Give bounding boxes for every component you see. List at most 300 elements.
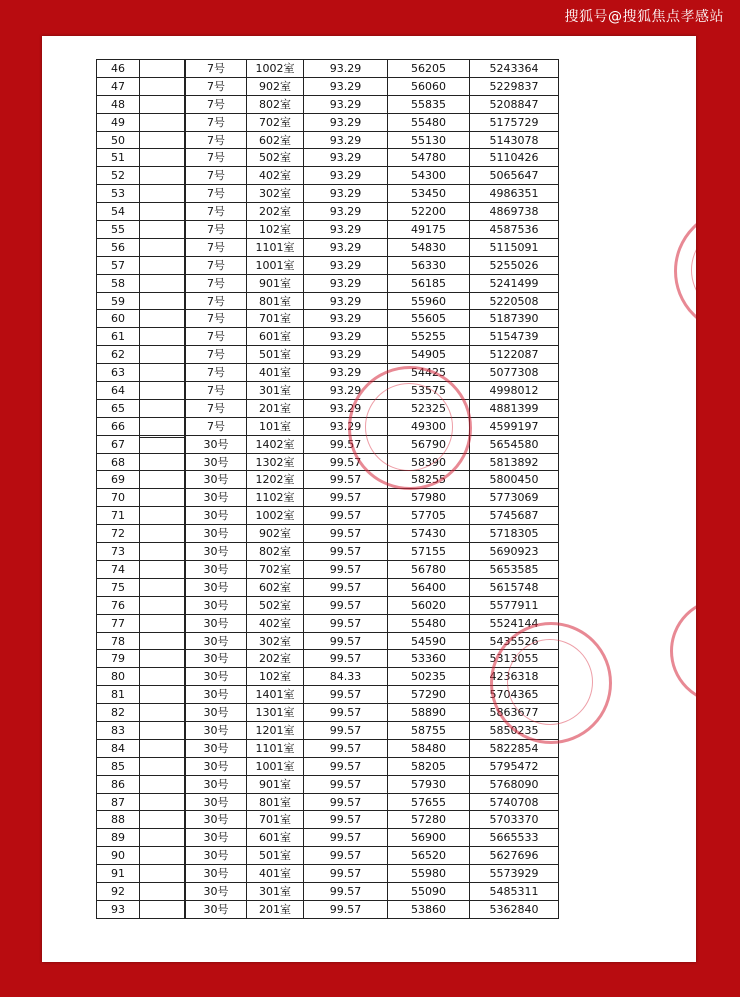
- building-cell: 7号: [186, 400, 247, 417]
- room-cell: 502室: [247, 597, 304, 614]
- building-cell: 30号: [186, 740, 247, 757]
- unit-price-cell: 54905: [388, 346, 470, 363]
- table-row: [186, 310, 558, 328]
- total-price-cell: 5822854: [489, 741, 539, 755]
- area-cell: 93.29: [304, 185, 388, 202]
- sequence-number-cell: 49: [97, 114, 140, 131]
- building-cell: 7号: [186, 364, 247, 381]
- unit-price-cell: 49175: [388, 221, 470, 238]
- total-price-cell: 5773069: [489, 491, 539, 505]
- building-cell: 30号: [186, 597, 247, 614]
- table-row: [186, 901, 558, 919]
- building-cell: 30号: [186, 471, 247, 488]
- total-price-cell: 5187390: [489, 312, 539, 326]
- seal-stamp-center: [348, 366, 472, 490]
- room-cell: 1001室: [247, 758, 304, 775]
- sequence-row: [97, 149, 184, 167]
- sequence-number-cell: 73: [97, 543, 140, 560]
- room-cell: 201室: [247, 901, 304, 918]
- unit-price-cell: 58755: [388, 722, 470, 739]
- table-row: [186, 328, 558, 346]
- blank-cell: [140, 275, 184, 292]
- sequence-number-cell: 86: [97, 776, 140, 793]
- table-row: [186, 346, 558, 364]
- building-cell: 7号: [186, 257, 247, 274]
- building-cell: 7号: [186, 203, 247, 220]
- sequence-row: [97, 167, 184, 185]
- blank-cell: [140, 185, 184, 202]
- unit-price-cell: 52200: [388, 203, 470, 220]
- total-price-cell: 5745687: [489, 509, 539, 523]
- building-cell: 30号: [186, 633, 247, 650]
- blank-cell: [140, 471, 184, 488]
- area-cell: 99.57: [304, 847, 388, 864]
- blank-cell: [140, 507, 184, 524]
- building-cell: 30号: [186, 865, 247, 882]
- total-price-cell: 5175729: [489, 115, 539, 129]
- sequence-number-cell: 81: [97, 686, 140, 703]
- total-price-cell: 5718305: [489, 527, 539, 541]
- room-cell: 902室: [247, 525, 304, 542]
- unit-price-cell: 58390: [388, 454, 470, 471]
- table-row: [186, 60, 558, 78]
- total-price-cell: 5122087: [489, 348, 539, 362]
- area-cell: 99.57: [304, 704, 388, 721]
- total-price-cell: 5313055: [489, 652, 539, 666]
- sequence-number-cell: 58: [97, 275, 140, 292]
- blank-cell: [140, 758, 184, 775]
- total-price-cell: 4236318: [489, 670, 539, 684]
- blank-cell: [140, 114, 184, 131]
- total-price-cell: 5241499: [489, 276, 539, 290]
- area-cell: 99.57: [304, 883, 388, 900]
- unit-price-cell: 57980: [388, 489, 470, 506]
- sequence-number-cell: 64: [97, 382, 140, 399]
- unit-price-cell: 55090: [388, 883, 470, 900]
- table-row: [186, 883, 558, 901]
- area-cell: 99.57: [304, 597, 388, 614]
- area-cell: 99.57: [304, 901, 388, 918]
- sequence-number-cell: 71: [97, 507, 140, 524]
- area-cell: 99.57: [304, 436, 388, 453]
- sequence-row: [97, 883, 184, 901]
- blank-cell: [140, 418, 184, 435]
- room-cell: 1402室: [247, 436, 304, 453]
- area-cell: 99.57: [304, 615, 388, 632]
- area-cell: 93.29: [304, 78, 388, 95]
- sequence-row: [97, 293, 184, 311]
- building-cell: 7号: [186, 239, 247, 256]
- blank-cell: [140, 149, 184, 166]
- building-cell: 30号: [186, 776, 247, 793]
- building-cell: 30号: [186, 758, 247, 775]
- sequence-number-cell: 92: [97, 883, 140, 900]
- sequence-number-cell: 56: [97, 239, 140, 256]
- building-cell: 7号: [186, 132, 247, 149]
- room-cell: 1401室: [247, 686, 304, 703]
- building-cell: 30号: [186, 615, 247, 632]
- blank-cell: [140, 167, 184, 184]
- sequence-number-cell: 76: [97, 597, 140, 614]
- table-row: [186, 221, 558, 239]
- sequence-row: [97, 346, 184, 364]
- sequence-number-cell: 80: [97, 668, 140, 685]
- sequence-number-cell: 89: [97, 829, 140, 846]
- sequence-row: [97, 633, 184, 651]
- total-price-cell: 5485311: [489, 884, 539, 898]
- sequence-row: [97, 615, 184, 633]
- blank-cell: [140, 454, 184, 471]
- unit-price-cell: 58480: [388, 740, 470, 757]
- total-price-cell: 5653585: [489, 562, 539, 576]
- area-cell: 99.57: [304, 489, 388, 506]
- sequence-row: [97, 847, 184, 865]
- room-cell: 801室: [247, 293, 304, 310]
- total-price-cell: 5850235: [489, 723, 539, 737]
- building-cell: 30号: [186, 525, 247, 542]
- sequence-row: [97, 561, 184, 579]
- room-cell: 901室: [247, 275, 304, 292]
- area-cell: 99.57: [304, 758, 388, 775]
- blank-cell: [140, 489, 184, 506]
- room-cell: 102室: [247, 668, 304, 685]
- unit-price-cell: 57705: [388, 507, 470, 524]
- table-row: [186, 185, 558, 203]
- sequence-row: [97, 114, 184, 132]
- room-cell: 501室: [247, 847, 304, 864]
- blank-cell: [140, 901, 184, 918]
- area-cell: 93.29: [304, 275, 388, 292]
- blank-cell: [140, 400, 184, 417]
- total-price-cell: 5220508: [489, 294, 539, 308]
- sequence-number-cell: 61: [97, 328, 140, 345]
- blank-cell: [140, 650, 184, 667]
- area-cell: 99.57: [304, 776, 388, 793]
- unit-price-cell: 56400: [388, 579, 470, 596]
- building-cell: 30号: [186, 668, 247, 685]
- unit-price-cell: 53360: [388, 650, 470, 667]
- table-row: [186, 275, 558, 293]
- area-cell: 93.29: [304, 167, 388, 184]
- table-row: [186, 794, 558, 812]
- table-row: [186, 829, 558, 847]
- blank-cell: [140, 78, 184, 95]
- room-cell: 901室: [247, 776, 304, 793]
- sequence-row: [97, 543, 184, 561]
- blank-cell: [140, 883, 184, 900]
- table-row: [186, 293, 558, 311]
- room-cell: 1002室: [247, 507, 304, 524]
- sequence-row: [97, 597, 184, 615]
- unit-price-cell: 58205: [388, 758, 470, 775]
- area-cell: 99.57: [304, 579, 388, 596]
- table-row: [186, 758, 558, 776]
- sequence-number-cell: 52: [97, 167, 140, 184]
- blank-cell: [140, 865, 184, 882]
- building-cell: 30号: [186, 847, 247, 864]
- area-cell: 93.29: [304, 257, 388, 274]
- area-cell: 93.29: [304, 221, 388, 238]
- unit-price-cell: 54590: [388, 633, 470, 650]
- total-price-cell: 4998012: [489, 384, 539, 398]
- room-cell: 1101室: [247, 740, 304, 757]
- seal-stamp-right-mid: [490, 622, 612, 744]
- sequence-number-cell: 93: [97, 901, 140, 918]
- unit-price-cell: 55130: [388, 132, 470, 149]
- unit-price-cell: 58890: [388, 704, 470, 721]
- building-cell: 7号: [186, 96, 247, 113]
- unit-price-cell: 58255: [388, 471, 470, 488]
- total-price-cell: 5627696: [489, 849, 539, 863]
- total-price-cell: 5154739: [489, 330, 539, 344]
- unit-price-cell: 53860: [388, 901, 470, 918]
- blank-cell: [140, 132, 184, 149]
- table-row: [186, 615, 558, 633]
- sequence-row: [97, 811, 184, 829]
- blank-cell: [140, 794, 184, 811]
- sequence-number-cell: 57: [97, 257, 140, 274]
- total-price-cell: 5703370: [489, 813, 539, 827]
- total-price-cell: 5740708: [489, 795, 539, 809]
- room-cell: 302室: [247, 185, 304, 202]
- area-cell: 99.57: [304, 865, 388, 882]
- area-cell: 93.29: [304, 60, 388, 77]
- room-cell: 1202室: [247, 471, 304, 488]
- building-cell: 7号: [186, 78, 247, 95]
- sequence-number-cell: 78: [97, 633, 140, 650]
- total-price-cell: 5065647: [489, 169, 539, 183]
- sequence-number-cell: 77: [97, 615, 140, 632]
- room-cell: 301室: [247, 382, 304, 399]
- room-cell: 102室: [247, 221, 304, 238]
- room-cell: 202室: [247, 203, 304, 220]
- sequence-number-cell: 48: [97, 96, 140, 113]
- building-cell: 7号: [186, 60, 247, 77]
- sequence-row: [97, 776, 184, 794]
- sequence-number-cell: 60: [97, 310, 140, 327]
- area-cell: 93.29: [304, 132, 388, 149]
- building-cell: 30号: [186, 794, 247, 811]
- room-cell: 602室: [247, 132, 304, 149]
- sequence-row: [97, 794, 184, 812]
- unit-price-cell: 52325: [388, 400, 470, 417]
- table-row: [186, 96, 558, 114]
- room-cell: 402室: [247, 615, 304, 632]
- area-cell: 93.29: [304, 149, 388, 166]
- table-row: [186, 489, 558, 507]
- sequence-row: [97, 507, 184, 525]
- table-row: [186, 811, 558, 829]
- building-cell: 30号: [186, 436, 247, 453]
- area-cell: 99.57: [304, 525, 388, 542]
- room-cell: 801室: [247, 794, 304, 811]
- blank-cell: [140, 310, 184, 327]
- room-cell: 702室: [247, 561, 304, 578]
- table-row: [186, 543, 558, 561]
- unit-price-cell: 55480: [388, 114, 470, 131]
- unit-price-cell: 55960: [388, 293, 470, 310]
- sequence-number-cell: 70: [97, 489, 140, 506]
- blank-cell: [140, 704, 184, 721]
- unit-price-cell: 56520: [388, 847, 470, 864]
- unit-price-cell: 57290: [388, 686, 470, 703]
- building-cell: 30号: [186, 454, 247, 471]
- total-price-cell: 5229837: [489, 79, 539, 93]
- blank-cell: [140, 328, 184, 345]
- sequence-number-cell: 74: [97, 561, 140, 578]
- total-price-cell: 5690923: [489, 545, 539, 559]
- total-price-cell: 4869738: [489, 205, 539, 219]
- table-row: [186, 597, 558, 615]
- area-cell: 99.57: [304, 811, 388, 828]
- price-table: [185, 59, 559, 919]
- sequence-row: [97, 829, 184, 847]
- building-cell: 7号: [186, 328, 247, 345]
- room-cell: 501室: [247, 346, 304, 363]
- room-cell: 601室: [247, 328, 304, 345]
- sequence-row: [97, 579, 184, 597]
- room-cell: 802室: [247, 543, 304, 560]
- sequence-row: [97, 704, 184, 722]
- blank-cell: [140, 364, 184, 381]
- sequence-number-cell: 75: [97, 579, 140, 596]
- unit-price-cell: 56205: [388, 60, 470, 77]
- table-row: [186, 167, 558, 185]
- room-cell: 302室: [247, 633, 304, 650]
- sequence-number-cell: 63: [97, 364, 140, 381]
- sequence-row: [97, 489, 184, 507]
- building-cell: 7号: [186, 310, 247, 327]
- area-cell: 99.57: [304, 507, 388, 524]
- blank-cell: [140, 239, 184, 256]
- total-price-cell: 5573929: [489, 867, 539, 881]
- sequence-row: [97, 668, 184, 686]
- table-row: [186, 239, 558, 257]
- sequence-row: [97, 400, 184, 418]
- area-cell: 99.57: [304, 633, 388, 650]
- area-cell: 99.57: [304, 650, 388, 667]
- unit-price-cell: 57155: [388, 543, 470, 560]
- unit-price-cell: 56900: [388, 829, 470, 846]
- blank-cell: [140, 60, 184, 77]
- table-connector-line: [140, 437, 185, 438]
- sequence-row: [97, 364, 184, 382]
- blank-cell: [140, 633, 184, 650]
- table-row: [186, 722, 558, 740]
- table-row: [186, 776, 558, 794]
- unit-price-cell: 54830: [388, 239, 470, 256]
- building-cell: 7号: [186, 346, 247, 363]
- seal-stamp-right-top: [674, 208, 696, 334]
- unit-price-cell: 56330: [388, 257, 470, 274]
- sequence-row: [97, 382, 184, 400]
- unit-price-cell: 55605: [388, 310, 470, 327]
- unit-price-cell: 53450: [388, 185, 470, 202]
- sequence-row: [97, 328, 184, 346]
- building-cell: 7号: [186, 382, 247, 399]
- sequence-row: [97, 78, 184, 96]
- area-cell: 93.29: [304, 400, 388, 417]
- blank-cell: [140, 740, 184, 757]
- sequence-row: [97, 865, 184, 883]
- table-row: [186, 507, 558, 525]
- building-cell: 30号: [186, 489, 247, 506]
- total-price-cell: 5435526: [489, 634, 539, 648]
- building-cell: 30号: [186, 883, 247, 900]
- area-cell: 84.33: [304, 668, 388, 685]
- building-cell: 30号: [186, 811, 247, 828]
- building-cell: 30号: [186, 686, 247, 703]
- sequence-row: [97, 257, 184, 275]
- area-cell: 93.29: [304, 328, 388, 345]
- blank-cell: [140, 436, 184, 453]
- blank-cell: [140, 561, 184, 578]
- table-row: [186, 740, 558, 758]
- total-price-cell: 5077308: [489, 366, 539, 380]
- sequence-row: [97, 221, 184, 239]
- total-price-cell: 4587536: [489, 223, 539, 237]
- blank-cell: [140, 96, 184, 113]
- unit-price-cell: 57280: [388, 811, 470, 828]
- area-cell: 93.29: [304, 418, 388, 435]
- area-cell: 93.29: [304, 346, 388, 363]
- sequence-row: [97, 471, 184, 489]
- unit-price-cell: 57430: [388, 525, 470, 542]
- building-cell: 7号: [186, 293, 247, 310]
- sequence-row: [97, 740, 184, 758]
- building-cell: 7号: [186, 221, 247, 238]
- blank-cell: [140, 346, 184, 363]
- building-cell: 7号: [186, 167, 247, 184]
- unit-price-cell: 55980: [388, 865, 470, 882]
- table-row: [186, 149, 558, 167]
- sequence-number-cell: 72: [97, 525, 140, 542]
- blank-cell: [140, 668, 184, 685]
- unit-price-cell: 56780: [388, 561, 470, 578]
- sequence-row: [97, 454, 184, 472]
- area-cell: 93.29: [304, 364, 388, 381]
- sequence-row: [97, 525, 184, 543]
- total-price-cell: 5524144: [489, 616, 539, 630]
- unit-price-cell: 53575: [388, 382, 470, 399]
- area-cell: 99.57: [304, 794, 388, 811]
- seal-stamp-right-edge: [670, 598, 696, 704]
- total-price-cell: 5615748: [489, 580, 539, 594]
- area-cell: 93.29: [304, 382, 388, 399]
- sequence-number-cell: 83: [97, 722, 140, 739]
- blank-cell: [140, 293, 184, 310]
- sequence-number-cell: 67: [97, 436, 140, 453]
- building-cell: 7号: [186, 149, 247, 166]
- room-cell: 802室: [247, 96, 304, 113]
- total-price-cell: 5577911: [489, 598, 539, 612]
- total-price-cell: 5863677: [489, 706, 539, 720]
- blank-cell: [140, 597, 184, 614]
- unit-price-cell: 57930: [388, 776, 470, 793]
- total-price-cell: 4599197: [489, 419, 539, 433]
- total-price-cell: 5115091: [489, 240, 539, 254]
- room-cell: 401室: [247, 865, 304, 882]
- table-row: [186, 561, 558, 579]
- room-cell: 402室: [247, 167, 304, 184]
- sequence-number-cell: 69: [97, 471, 140, 488]
- total-price-cell: 4881399: [489, 401, 539, 415]
- area-cell: 93.29: [304, 203, 388, 220]
- blank-cell: [140, 776, 184, 793]
- unit-price-cell: 57655: [388, 794, 470, 811]
- blank-cell: [140, 686, 184, 703]
- table-row: [186, 114, 558, 132]
